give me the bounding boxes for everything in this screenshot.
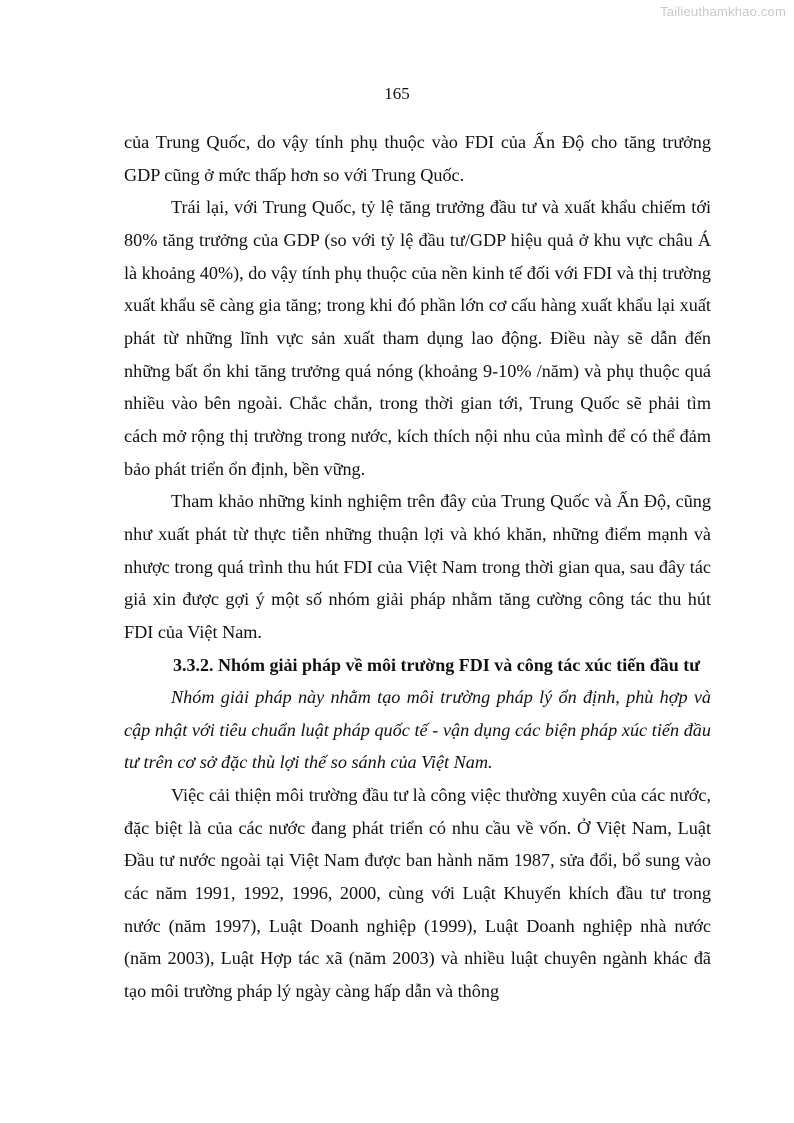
paragraph-reference: Tham khảo những kinh nghiệm trên đây của Trung Quốc và Ấn Độ, cũng như xuất phát từ thực tiễn những thuận lợi và khó khăn, những điểm mạnh và nhược trong quá trình thu hút FDI của Việt Nam trong thời gian qua, sau đây tác giả xin được gợi ý một số nhóm giải pháp nhằm tăng cường công tác thu hút FDI của Việt Nam. xyxy=(124,491,711,642)
paragraph-continuation: của Trung Quốc, do vậy tính phụ thuộc vào FDI của Ấn Độ cho tăng trưởng GDP cũng ở mức thấp hơn so với Trung Quốc. xyxy=(124,132,711,185)
document-body xyxy=(124,126,711,1008)
watermark: Tailieuthamkhao.com xyxy=(660,4,786,19)
section-intro: Nhóm giải pháp này nhằm tạo môi trường pháp lý ổn định, phù hợp và cập nhật với tiêu chuẩn luật pháp quốc tế - vận dụng các biện pháp xúc tiến đầu tư trên cơ sở đặc thù lợi thế so sánh của Việt Nam. xyxy=(124,687,711,773)
section-body: Việc cải thiện môi trường đầu tư là công việc thường xuyên của các nước, đặc biệt là của các nước đang phát triển có nhu cầu về vốn. Ở Việt Nam, Luật Đầu tư nước ngoài tại Việt Nam được ban hành năm 1987, sửa đổi, bổ sung vào các năm 1991, 1992, 1996, 2000, cùng với Luật Khuyến khích đầu tư trong nước (năm 1997), Luật Doanh nghiệp (1999), Luật Doanh nghiệp nhà nước (năm 2003), Luật Hợp tác xã (năm 2003) và nhiều luật chuyên ngành khác đã tạo môi trường pháp lý ngày càng hấp dẫn và thông xyxy=(124,785,711,1002)
paragraph-china: Trái lại, với Trung Quốc, tỷ lệ tăng trưởng đầu tư và xuất khẩu chiếm tới 80% tăng trưởng của GDP (so với tỷ lệ đầu tư/GDP hiệu quả ở khu vực châu Á là khoảng 40%), do vậy tính phụ thuộc của nền kinh tế đối với FDI và thị trường xuất khẩu sẽ càng gia tăng; trong khi đó phần lớn cơ cấu hàng xuất khẩu lại xuất phát từ những lĩnh vực sản xuất tham dụng lao động. Điều này sẽ dẫn đến những bất ổn khi tăng trưởng quá nóng (khoảng 9-10% /năm) và phụ thuộc quá nhiều vào bên ngoài. Chắc chắn, trong thời gian tới, Trung Quốc sẽ phải tìm cách mở rộng thị trường trong nước, kích thích nội nhu của mình để có thể đảm bảo phát triển ổn định, bền vững. xyxy=(124,197,711,479)
page-number: 165 xyxy=(384,84,410,103)
section-heading: 3.3.2. Nhóm giải pháp về môi trường FDI và công tác xúc tiến đầu tư xyxy=(172,654,701,675)
